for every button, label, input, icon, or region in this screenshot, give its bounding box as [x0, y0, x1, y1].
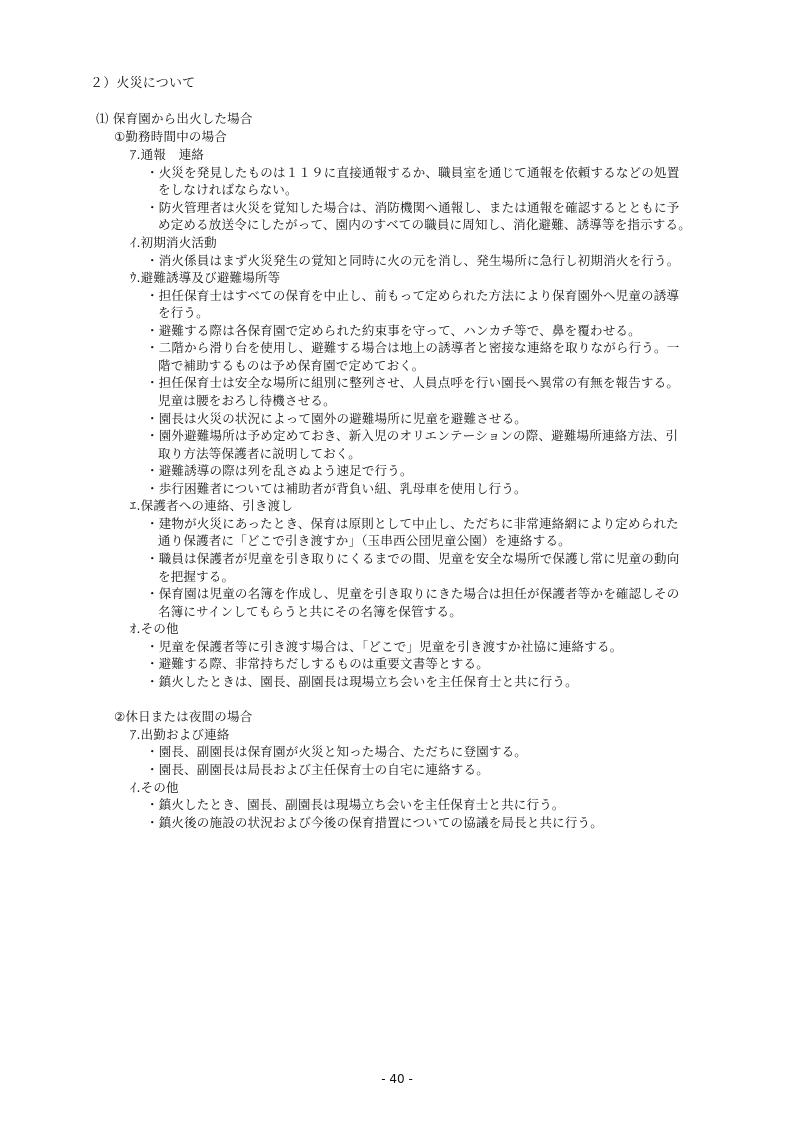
bullet-line: ・建物が火災にあったとき、保育は原則として中止し、ただちに非常連絡網により定められた [146, 516, 679, 531]
bullet-line: ・職員は保護者が児童を引き取りにくるまでの間、児童を安全な場所で保護し常に児童の動向 [146, 551, 680, 566]
item-title-guardian-handover: ｴ.保護者への連絡、引き渡し [130, 498, 294, 513]
bullet-line: ・鎮火したとき、園長、副園長は現場立ち会いを主任保育士と共に行う。 [146, 797, 565, 812]
bullet-line: ・園長は火災の状況によって園外の避難場所に児童を避難させる。 [146, 411, 528, 426]
bullet-line: ・児童を保護者等に引き渡す場合は、「どこで」児童を引き渡すか社協に連絡する。 [146, 639, 623, 654]
bullet-line-cont: 児童は腰をおろし待機させる。 [158, 393, 336, 408]
bullet-line: ・防火管理者は火災を覚知した場合は、消防機関へ通報し、または通報を確認するとともに予 [146, 200, 680, 215]
bullet-line: ・園長、副園長は保育園が火災と知った場合、ただちに登園する。 [146, 744, 528, 759]
bullet-line-cont: を行う。 [158, 305, 209, 320]
heading-fire: ２）火災について [90, 76, 196, 91]
item-title-attend-contact: ｱ.出勤および連絡 [130, 727, 230, 742]
bullet-line: ・保育園は児童の名簿を作成し、児童を引き取りにきた場合は担任が保護者等かを確認しその [146, 586, 680, 601]
bullet-line: ・担任保育士は安全な場所に組別に整列させ、人員点呼を行い園長へ異常の有無を報告する。 [146, 375, 680, 390]
bullet-line: ・鎮火後の施設の状況および今後の保育措置についての協議を局長と共に行う。 [146, 815, 603, 830]
bullet-line: ・避難誘導の際は列を乱さぬよう速足で行う。 [146, 463, 413, 478]
subsection-title-off-hours: ②休日または夜間の場合 [114, 709, 253, 724]
bullet-line-cont: 名簿にサインしてもらうと共にその名簿を保管する。 [158, 604, 462, 619]
item-title-other: ｵ.その他 [130, 621, 179, 636]
item-title-report-contact: ｱ.通報 連絡 [130, 147, 205, 162]
page-number: - 40 - [381, 1072, 413, 1086]
bullet-line: ・二階から滑り台を使用し、避難する場合は地上の誘導者と密接な連絡を取りながら行う。一 [146, 340, 680, 355]
bullet-line: ・避難する際、非常持ちだしするものは重要文書等とする。 [146, 656, 489, 671]
bullet-line: ・担任保育士はすべての保育を中止し、前もって定められた方法により保育園外へ児童の誘導 [146, 288, 680, 303]
bullet-line: ・消火係員はまず火災発生の覚知と同時に火の元を消し、発生場所に急行し初期消火を行う。 [146, 253, 680, 268]
item-title-other: ｲ.その他 [130, 780, 179, 795]
bullet-line-cont: を把握する。 [158, 569, 235, 584]
subsection-title-work-hours: ①勤務時間中の場合 [114, 129, 228, 144]
bullet-line: ・火災を発見したものは１１９に直接通報するか、職員室を通じて通報を依頼するなどの処置 [146, 165, 680, 180]
bullet-line-cont: 取り方法等保護者に説明しておく。 [158, 446, 361, 461]
section-title-fire-from-nursery: ⑴ 保育園から出火した場合 [96, 111, 253, 126]
bullet-line-cont: め定める放送令にしたがって、園内のすべての職員に周知し、消化避難、誘導等を指示する。 [158, 217, 691, 232]
bullet-line-cont: 階で補助するものは予め保育園で定めておく。 [158, 358, 425, 373]
item-title-evacuation: ｳ.避難誘導及び避難場所等 [130, 270, 281, 285]
bullet-line: ・園外避難場所は予め定めておき、新入児のオリエンテーションの際、避難場所連絡方法、引 [146, 428, 679, 443]
bullet-line: ・歩行困難者については補助者が背負い紐、乳母車を使用し行う。 [146, 481, 527, 496]
bullet-line: ・避難する際は各保育園で定められた約束事を守って、ハンカチ等で、鼻を覆わせる。 [146, 323, 641, 338]
bullet-line: ・園長、副園長は局長および主任保育士の自宅に連絡する。 [146, 762, 489, 777]
bullet-line: ・鎮火したときは、園長、副園長は現場立ち会いを主任保育士と共に行う。 [146, 674, 578, 689]
item-title-initial-firefighting: ｲ.初期消火活動 [130, 235, 217, 250]
bullet-line-cont: 通り保護者に「どこで引き渡すか」（玉串西公団児童公園）を連絡する。 [158, 533, 571, 548]
bullet-line-cont: をしなければならない。 [158, 182, 298, 197]
